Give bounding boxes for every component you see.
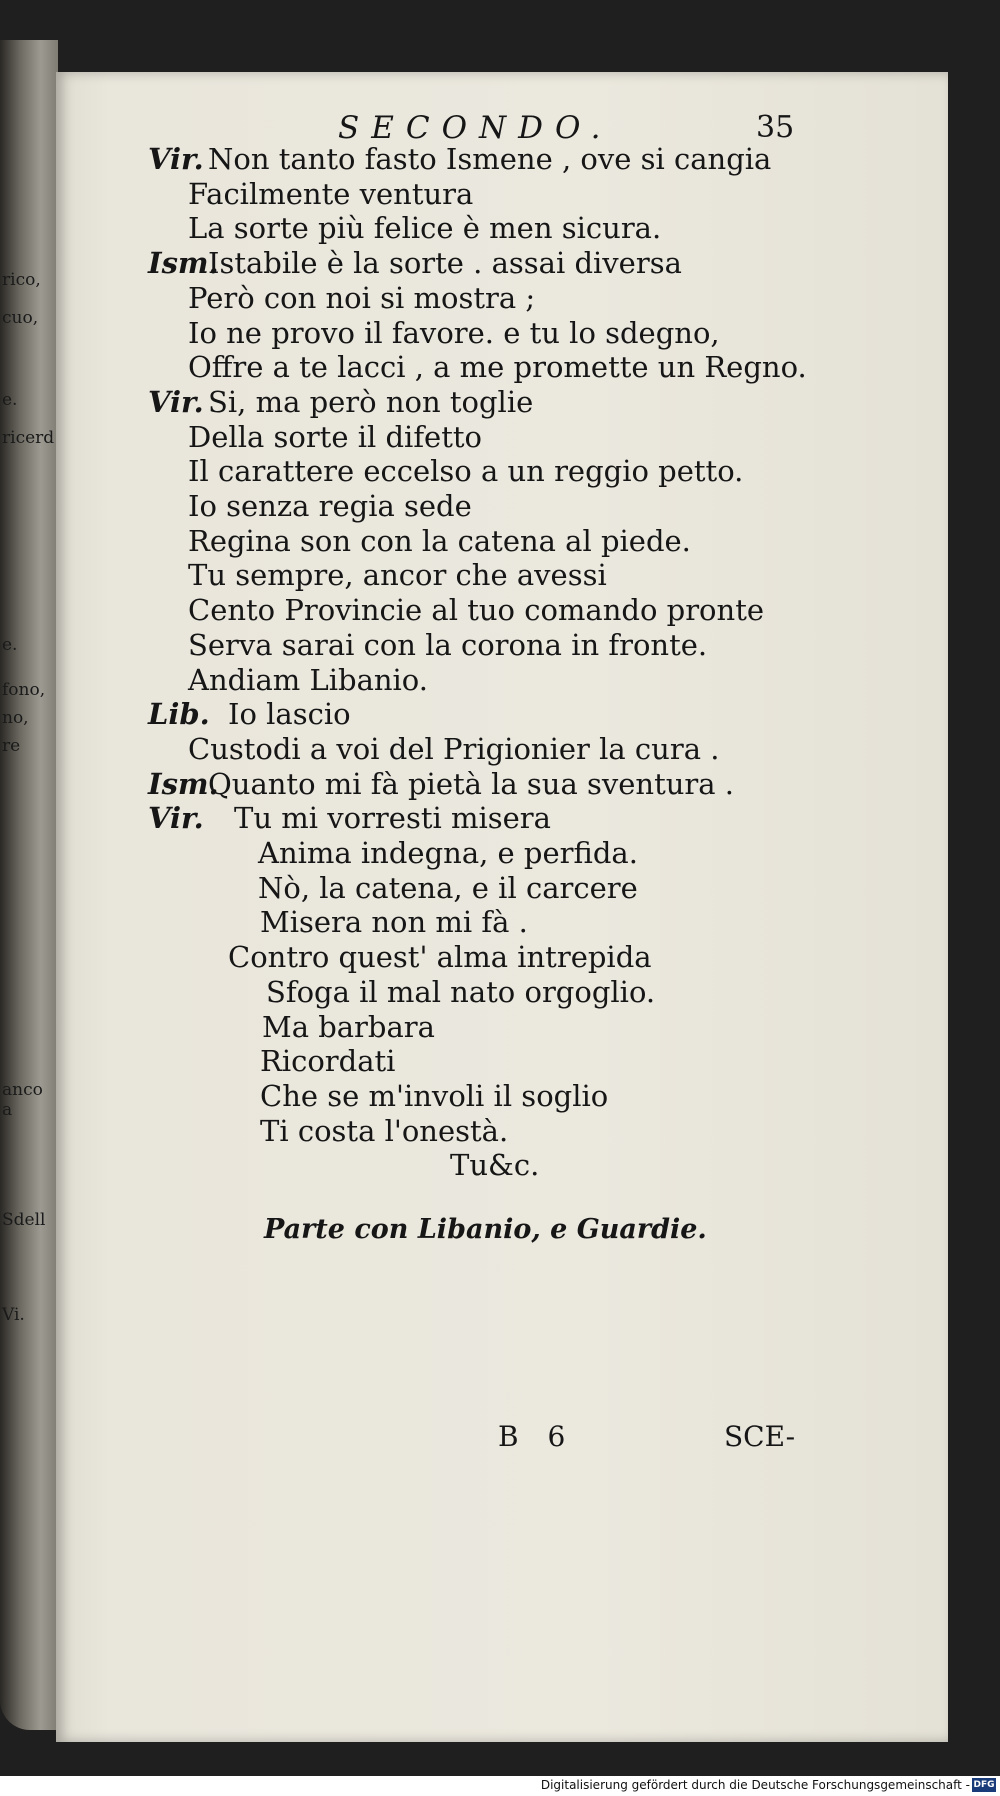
running-head: SECONDO. <box>338 110 613 146</box>
signature-mark: B 6 <box>498 1420 576 1453</box>
verse-line: Ma barbara <box>262 1009 435 1044</box>
verse-line: Ti costa l'onestà. <box>260 1113 509 1148</box>
verse-line: Contro quest' alma intrepida <box>228 940 652 975</box>
verse-line: La sorte più felice è men sicura. <box>188 211 662 246</box>
prev-page-fragment: ricerd <box>2 428 55 448</box>
verse-line: Il carattere eccelso a un reggio petto. <box>188 454 744 489</box>
speaker-label: Vir. <box>148 384 204 419</box>
verse-line: Della sorte il difetto <box>188 419 482 454</box>
verse-line: Quanto mi fà pietà la sua sventura . <box>208 766 735 801</box>
stage-direction: Parte con Libanio, e Guardie. <box>264 1214 707 1245</box>
prev-page-fragment: re <box>2 736 21 756</box>
catchword: SCE- <box>724 1420 796 1453</box>
verse-line: Tu sempre, ancor che avessi <box>188 558 607 593</box>
digitization-credit: Digitalisierung gefördert durch die Deutsche Forschungsgemeinschaft - <box>540 1778 970 1792</box>
prev-page-fragment: anco a <box>2 1080 43 1120</box>
verse-line: Tu mi vorresti misera <box>234 801 551 836</box>
dfg-logo: DFG <box>973 1780 995 1790</box>
verse-line: Sfoga il mal nato orgoglio. <box>266 974 656 1009</box>
speaker-label: Ism. <box>148 246 219 281</box>
verse-line: Facilmente ventura <box>188 176 474 211</box>
verse-line: Ricordati <box>260 1044 396 1079</box>
verse-line: Serva sarai con la corona in fronte. <box>188 627 708 662</box>
verse-line: Tu&c. <box>450 1148 540 1183</box>
verse-line: Regina son con la catena al piede. <box>188 523 691 558</box>
verse-line: Non tanto fasto Ismene , ove si cangia <box>208 142 772 176</box>
verse-line: Andiam Libanio. <box>188 662 428 697</box>
verse-line: Io ne provo il favore. e tu lo sdegno, <box>188 315 720 350</box>
verse-line: Però con noi si mostra ; <box>188 280 536 315</box>
speaker-label: Vir. <box>148 142 204 176</box>
verse-line: Che se m'involi il soglio <box>260 1078 609 1113</box>
verse-line: Io senza regia sede <box>188 489 472 523</box>
prev-page-fragment: cuo, <box>2 308 39 328</box>
prev-page-fragment: fono, <box>2 680 46 700</box>
page-number: 35 <box>756 110 795 145</box>
prev-page-fragment: Vi. <box>2 1305 25 1325</box>
verse-line: Misera non mi fà . <box>260 905 528 940</box>
prev-page-fragment: e. <box>2 390 18 410</box>
previous-page-edge <box>0 40 58 1730</box>
verse-line: Si, ma però non toglie <box>208 384 534 419</box>
prev-page-fragment: e. <box>2 635 18 655</box>
prev-page-fragment: Sdell <box>2 1210 46 1230</box>
speaker-label: Lib. <box>148 697 210 732</box>
prev-page-fragment: rico, <box>2 270 41 290</box>
verse-line: Anima indegna, e perfida. <box>258 836 638 870</box>
verse-line: Custodi a voi del Prigionier la cura . <box>188 731 720 766</box>
speaker-label: Vir. <box>148 801 204 836</box>
prev-page-fragment: no, <box>2 708 29 728</box>
speaker-label: Ism. <box>148 766 219 801</box>
verse-line: Io lascio <box>228 697 351 732</box>
verse-line: Nò, la catena, e il carcere <box>258 870 638 905</box>
verse-line: Cento Provincie al tuo comando pronte <box>188 593 765 628</box>
verse-line: Offre a te lacci , a me promette un Regno. <box>188 350 807 385</box>
verse-line: Istabile è la sorte . assai diversa <box>208 246 682 281</box>
book-page <box>56 72 948 1742</box>
